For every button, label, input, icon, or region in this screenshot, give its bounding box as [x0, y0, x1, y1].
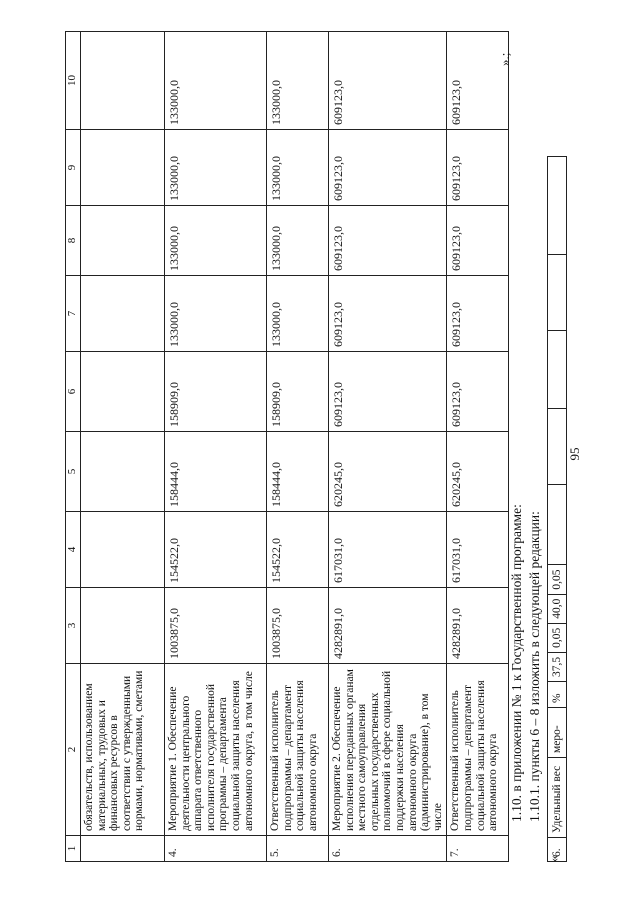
value-cell: 1003875,0	[267, 588, 329, 664]
header-cell: 7	[66, 276, 81, 352]
value-cell: 0,05	[548, 565, 567, 594]
next-table	[547, 157, 567, 863]
table-row	[165, 32, 267, 862]
row-description: Мероприятие 1. Обеспечение деятельности центрального аппарата ответственного исполнителя государственной программы – департамента социальной защиты населения автономного округа, в том числе	[165, 664, 267, 836]
value-cell: 609123,0	[447, 32, 509, 130]
value-cell	[81, 588, 165, 664]
page-number: 95	[567, 447, 582, 461]
value-cell: 609123,0	[447, 130, 509, 206]
row-number	[81, 836, 165, 862]
table-row	[267, 32, 329, 862]
value-cell: 620245,0	[329, 432, 447, 512]
value-cell: 609123,0	[329, 206, 447, 276]
value-cell: 133000,0	[267, 32, 329, 130]
value-cell: 609123,0	[329, 276, 447, 352]
value-cell: 4282891,0	[329, 588, 447, 664]
value-cell: 0,05	[548, 623, 567, 652]
value-cell	[81, 32, 165, 130]
value-cell: 609123,0	[329, 352, 447, 432]
value-cell	[81, 276, 165, 352]
value-cell	[548, 485, 567, 565]
header-cell: 5	[66, 432, 81, 512]
budget-table	[65, 31, 509, 862]
value-cell: 133000,0	[267, 206, 329, 276]
value-cell	[548, 331, 567, 409]
value-cell: 158444,0	[165, 432, 267, 512]
value-cell: 133000,0	[165, 276, 267, 352]
value-cell: 154522,0	[165, 512, 267, 588]
table-row	[81, 32, 165, 862]
value-cell: 133000,0	[165, 32, 267, 130]
row-number: 6.	[329, 836, 447, 862]
value-cell	[81, 512, 165, 588]
value-cell	[81, 352, 165, 432]
row-description: обязательств, использованием материальных, трудовых и финансовых ресурсов в соответствии с утвержденными нормами, нормативами, сметами	[81, 664, 165, 836]
unit-cell: %	[548, 682, 567, 708]
table-row	[548, 157, 567, 862]
paragraph-1-10: 1.10. в приложении № 1 к Государственной программе:	[509, 504, 524, 822]
header-cell: 9	[66, 130, 81, 206]
value-cell: 154522,0	[267, 512, 329, 588]
value-cell: 158909,0	[267, 352, 329, 432]
value-cell: 158909,0	[165, 352, 267, 432]
header-cell: 1	[66, 836, 81, 862]
rotated-content	[65, 32, 565, 862]
table-header-row	[66, 32, 81, 862]
header-cell: 6	[66, 352, 81, 432]
value-cell: 609123,0	[447, 352, 509, 432]
header-cell: 4	[66, 512, 81, 588]
header-cell: 10	[66, 32, 81, 130]
table-row	[329, 32, 447, 862]
row-number: 4.	[165, 836, 267, 862]
row-description: Мероприятие 2. Обеспечение исполнения переданных органам местного самоуправления отдельных государственных полномочий в сфере социальной поддержки населения автономного округа (администрирование), в том числе	[329, 664, 447, 836]
value-cell	[81, 130, 165, 206]
value-cell: 620245,0	[447, 432, 509, 512]
header-cell: 2	[66, 664, 81, 836]
value-cell: 158444,0	[267, 432, 329, 512]
row-number: 6.	[548, 838, 567, 862]
opening-quote: «	[546, 855, 561, 862]
row-number: 5.	[267, 836, 329, 862]
header-cell: 3	[66, 588, 81, 664]
value-cell: 37,5	[548, 652, 567, 681]
value-cell: 609123,0	[447, 206, 509, 276]
row-description: Удельный вес	[548, 758, 567, 838]
value-cell: 1003875,0	[165, 588, 267, 664]
value-cell: 133000,0	[267, 276, 329, 352]
header-cell: 8	[66, 206, 81, 276]
value-cell	[548, 255, 567, 331]
value-cell: 133000,0	[165, 130, 267, 206]
value-cell: 4282891,0	[447, 588, 509, 664]
value-cell	[81, 432, 165, 512]
closing-quote: ».;	[497, 52, 512, 66]
table-row	[447, 32, 509, 862]
value-cell: 133000,0	[165, 206, 267, 276]
value-cell: 40,0	[548, 594, 567, 623]
row-number: 7.	[447, 836, 509, 862]
value-cell: 609123,0	[329, 32, 447, 130]
row-description: Ответственный исполнитель подпрограммы – департамент социальной защиты населения автономного округа	[267, 664, 329, 836]
row-description: Ответственный исполнитель подпрограммы – департамент социальной защиты населения автономного округа	[447, 664, 509, 836]
value-cell: 617031,0	[329, 512, 447, 588]
value-cell: 609123,0	[329, 130, 447, 206]
paragraph-1-10-1: 1.10.1. пункты 6 – 8 изложить в следующей редакции:	[527, 511, 542, 822]
value-cell: 609123,0	[447, 276, 509, 352]
value-cell: 617031,0	[447, 512, 509, 588]
value-cell	[548, 409, 567, 485]
value-cell	[548, 157, 567, 255]
value-cell: 133000,0	[267, 130, 329, 206]
table-cell: меро-	[548, 708, 567, 758]
value-cell	[81, 206, 165, 276]
